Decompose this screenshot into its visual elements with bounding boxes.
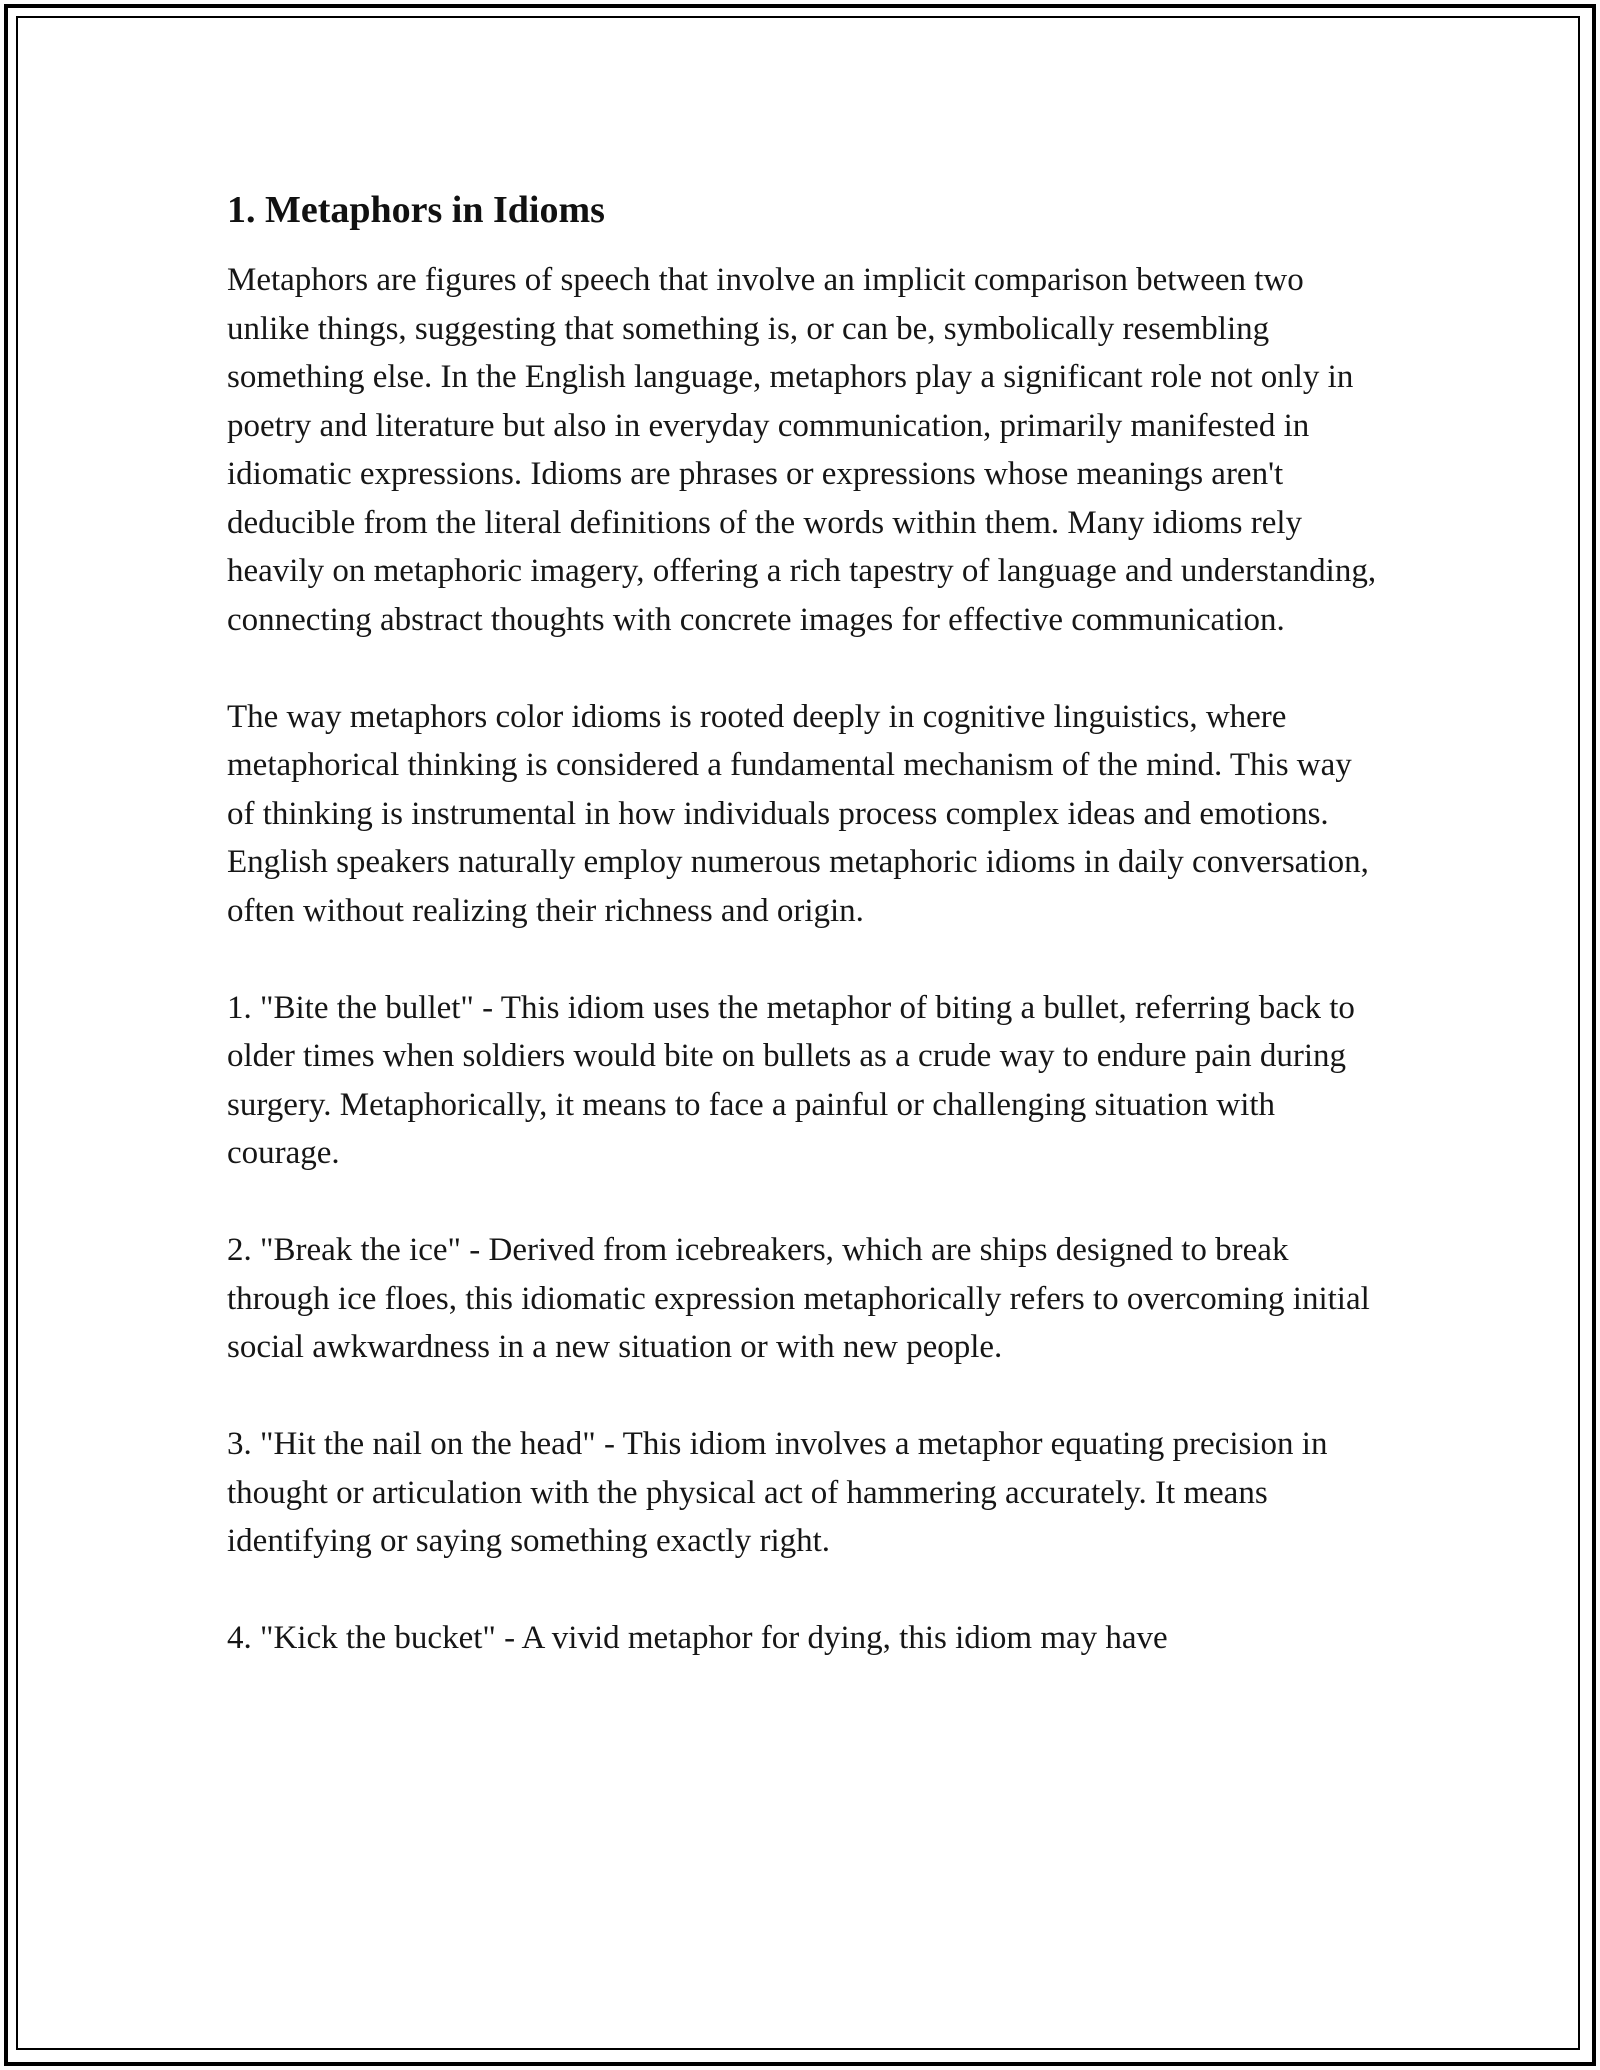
document-body (227, 180, 1387, 1663)
section-title: 1. Metaphors in Idioms (227, 189, 605, 231)
idiom-item-break-the-ice: 2. "Break the ice" - Derived from icebreakers, which are ships designed to break through ice floes, this idiomatic expression metaphorically refers to overcoming initial social awkwardness in a new situation or with new people. (227, 1232, 1370, 1365)
idiom-item-kick-the-bucket: 4. "Kick the bucket" - A vivid metaphor for dying, this idiom may have (227, 1620, 1168, 1656)
intro-paragraph: Metaphors are figures of speech that involve an implicit comparison between two unlike things, suggesting that something is, or can be, symbolically resembling something else. In the English language, metaphors play a significant role not only in poetry and literature but also in everyday communication, primarily manifested in idiomatic expressions. Idioms are phrases or expressions whose meanings aren't deducible from the literal definitions of the words within them. Many idioms rely heavily on metaphoric imagery, offering a rich tapestry of language and understanding, connecting abstract thoughts with concrete images for effective communication. (227, 262, 1377, 638)
idiom-item-hit-the-nail: 3. "Hit the nail on the head" - This idiom involves a metaphor equating precision in thought or articulation with the physical act of hammering accurately. It means identifying or saying something exactly right. (227, 1426, 1328, 1559)
idiom-item-bite-the-bullet: 1. "Bite the bullet" - This idiom uses the metaphor of biting a bullet, referring back to older times when soldiers would bite on bullets as a crude way to endure pain during surgery. Metaphorically, it means to face a painful or challenging situation with courage. (227, 989, 1355, 1171)
cognitive-linguistics-paragraph: The way metaphors color idioms is rooted deeply in cognitive linguistics, where metaphorical thinking is considered a fundamental mechanism of the mind. This way of thinking is instrumental in how individuals process complex ideas and emotions. English speakers naturally employ numerous metaphoric idioms in daily conversation, often without realizing their richness and origin. (227, 698, 1369, 929)
